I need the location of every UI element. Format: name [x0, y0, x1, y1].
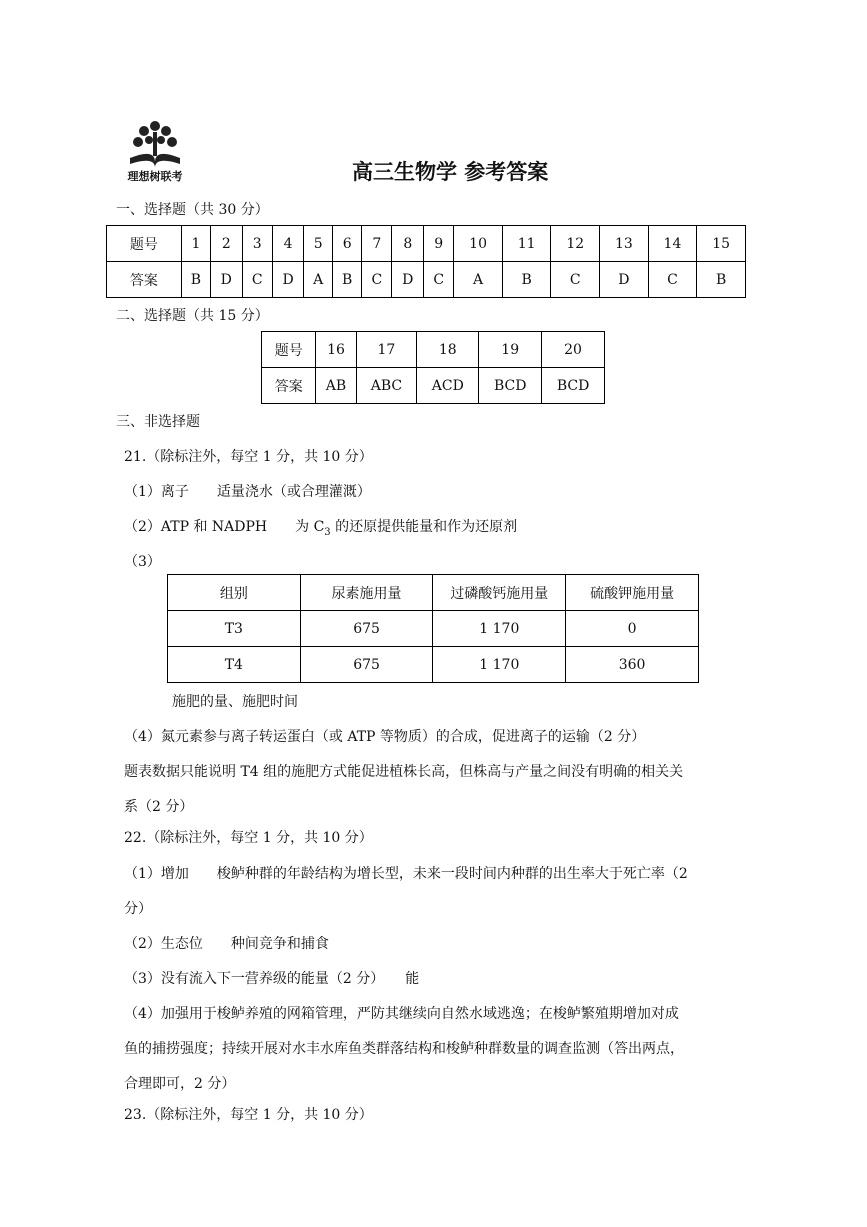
answer-table-1 [106, 225, 746, 298]
q22-answer-4-line3: 合理即可，2 分） [124, 1076, 236, 1092]
answer-cell: D [272, 262, 304, 298]
q21-answer-2-tail: 的还原提供能量和作为还原剂 [330, 519, 518, 535]
answer-cell: B [502, 262, 551, 298]
q22-answer-1-line2: 分） [124, 901, 152, 917]
q21-answer-5-line1: 题表数据只能说明 T4 组的施肥方式能促进植株长高，但株高与产量之间没有明确的相关关 [124, 764, 684, 780]
section1-heading: 一、选择题（共 30 分） [116, 202, 269, 218]
question-number: 13 [600, 226, 649, 262]
answer-cell: ACD [417, 368, 479, 404]
q21-answer-2-text: （2）ATP 和 NADPH 为 C [124, 519, 325, 535]
answer-cell: C [242, 262, 272, 298]
column-header: 组别 [168, 575, 301, 611]
q21-answer-4: （4）氮元素参与离子转运蛋白（或 ATP 等物质）的合成，促进离子的运输（2 分） [124, 729, 646, 745]
question-number: 9 [424, 226, 454, 262]
table-cell: 360 [566, 647, 699, 683]
logo [116, 118, 194, 184]
q22-heading: 22.（除标注外，每空 1 分，共 10 分） [124, 830, 373, 846]
answer-cell: C [424, 262, 454, 298]
q22-answer-2: （2）生态位 种间竞争和捕食 [124, 936, 329, 952]
q22-answer-4-line1: （4）加强用于梭鲈养殖的网箱管理，严防其继续向自然水域逃逸；在梭鲈繁殖期增加对成 [124, 1006, 679, 1022]
section2-heading: 二、选择题（共 15 分） [116, 308, 269, 324]
answer-cell: D [211, 262, 243, 298]
row-label: 题号 [107, 226, 182, 262]
q21-answer-3b: 施肥的量、施肥时间 [172, 694, 298, 710]
answer-cell: B [181, 262, 210, 298]
answer-cell: C [362, 262, 392, 298]
q21-answer-1: （1）离子 适量浇水（或合理灌溉） [124, 484, 371, 500]
question-number: 14 [648, 226, 697, 262]
question-number: 10 [454, 226, 503, 262]
answer-cell: A [454, 262, 503, 298]
section3-heading: 三、非选择题 [116, 414, 200, 430]
table-row [107, 226, 746, 262]
question-number: 8 [392, 226, 424, 262]
answer-cell: BCD [479, 368, 542, 404]
column-header: 硫酸钾施用量 [566, 575, 699, 611]
answer-table-2 [261, 331, 605, 404]
row-label: 答案 [107, 262, 182, 298]
row-label: 题号 [262, 332, 316, 368]
q21-answer-3-label: （3） [124, 554, 161, 570]
logo-text: 理想树联考 [127, 170, 183, 183]
column-header: 尿素施用量 [300, 575, 433, 611]
question-number: 19 [479, 332, 542, 368]
question-number: 1 [181, 226, 210, 262]
q22-answer-4-line2: 鱼的捕捞强度；持续开展对水丰水库鱼类群落结构和梭鲈种群数量的调查监测（答出两点， [124, 1041, 684, 1057]
question-number: 11 [502, 226, 551, 262]
question-number: 18 [417, 332, 479, 368]
question-number: 15 [697, 226, 746, 262]
q22-answer-1-line1: （1）增加 梭鲈种群的年龄结构为增长型，未来一段时间内种群的出生率大于死亡率（2 [124, 866, 688, 882]
q21-answer-5-line2: 系（2 分） [124, 799, 194, 815]
table-cell: 1 170 [433, 611, 566, 647]
table-cell: 675 [300, 611, 433, 647]
table-cell: T4 [168, 647, 301, 683]
question-number: 17 [356, 332, 417, 368]
table-header-row [168, 575, 699, 611]
answer-cell: ABC [356, 368, 417, 404]
q23-heading: 23.（除标注外，每空 1 分，共 10 分） [124, 1107, 373, 1123]
question-number: 6 [333, 226, 362, 262]
table-row [168, 611, 699, 647]
answer-cell: C [648, 262, 697, 298]
table-cell: 1 170 [433, 647, 566, 683]
answer-cell: B [697, 262, 746, 298]
q22-answer-3: （3）没有流入下一营养级的能量（2 分） 能 [124, 971, 420, 987]
question-number: 3 [242, 226, 272, 262]
answer-cell: A [304, 262, 333, 298]
answer-cell: B [333, 262, 362, 298]
answer-cell: C [551, 262, 600, 298]
question-number: 20 [542, 332, 605, 368]
table-row [262, 332, 605, 368]
row-label: 答案 [262, 368, 316, 404]
answer-cell: BCD [542, 368, 605, 404]
table-row [168, 647, 699, 683]
table-row [262, 368, 605, 404]
page-title: 高三生物学 参考答案 [352, 160, 549, 184]
fertilizer-table [167, 574, 699, 683]
question-number: 5 [304, 226, 333, 262]
column-header: 过磷酸钙施用量 [433, 575, 566, 611]
answer-cell: D [392, 262, 424, 298]
table-cell: T3 [168, 611, 301, 647]
table-cell: 675 [300, 647, 433, 683]
question-number: 7 [362, 226, 392, 262]
question-number: 4 [272, 226, 304, 262]
question-number: 2 [211, 226, 243, 262]
q21-heading: 21.（除标注外，每空 1 分，共 10 分） [124, 449, 373, 465]
subscript: 3 [324, 526, 331, 538]
question-number: 16 [316, 332, 356, 368]
question-number: 12 [551, 226, 600, 262]
answer-cell: AB [316, 368, 356, 404]
tree-book-icon [116, 118, 194, 170]
answer-cell: D [600, 262, 649, 298]
q21-answer-2 [124, 516, 517, 538]
table-row [107, 262, 746, 298]
table-cell: 0 [566, 611, 699, 647]
